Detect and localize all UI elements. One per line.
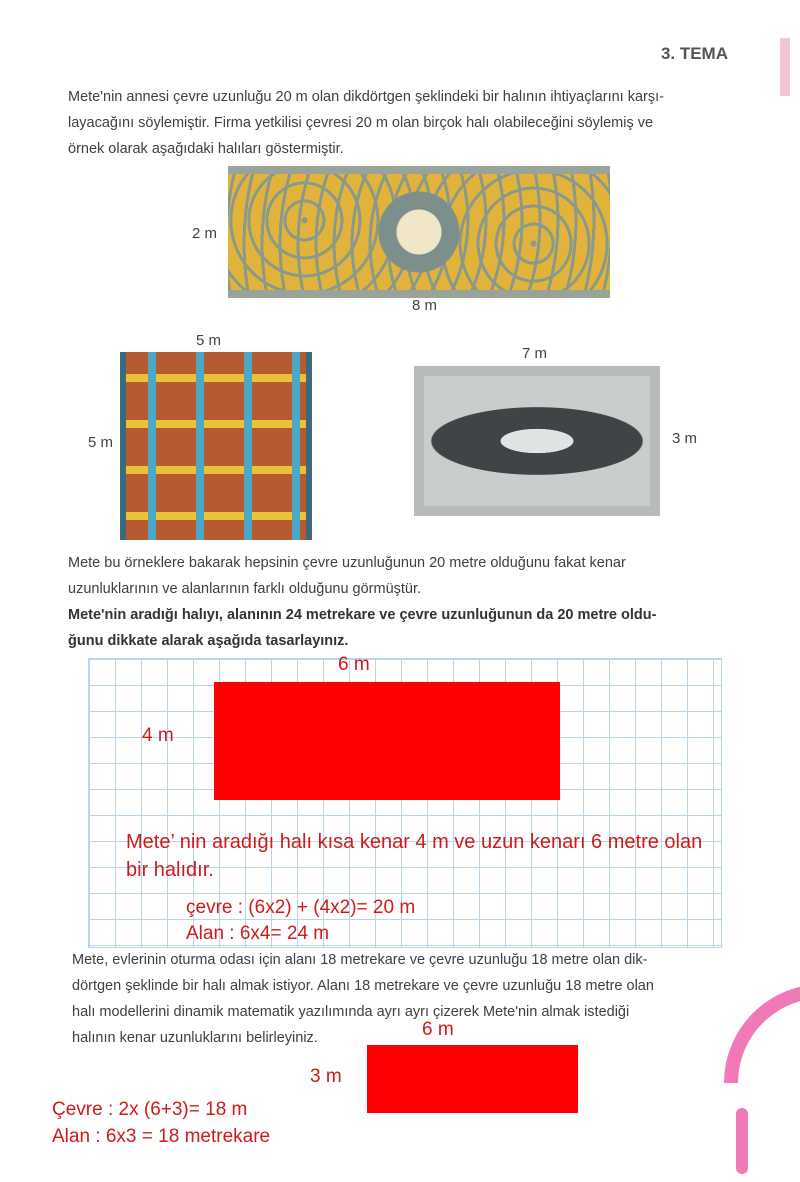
rug3-width-label: 7 m (522, 345, 548, 362)
answer1-red-rectangle (214, 682, 560, 800)
answer2-perimeter: Çevre : 2x (6+3)= 18 m (52, 1099, 248, 1120)
question2-line: halı modellerini dinamik matematik yazılımında ayrı ayrı çizerek Mete'nin almak istediği (72, 1004, 630, 1020)
observation-line: Mete bu örneklere bakarak hepsinin çevre uzunluğunun 20 metre olduğunu fakat kenar (68, 555, 626, 571)
intro-paragraph (68, 84, 748, 162)
observation-line: uzunluklarının ve alanlarının farklı olduğunu görmüştür. (68, 581, 422, 597)
answer1-explanation (126, 828, 726, 884)
answer1-perimeter: çevre : (6x2) + (4x2)= 20 m (186, 897, 416, 918)
observation-paragraph (68, 550, 748, 602)
rug2-width-label: 5 m (196, 332, 222, 349)
rug-geometric-image (120, 352, 312, 540)
page-edge-marker (780, 38, 790, 96)
decorative-pink-stroke (736, 1108, 748, 1174)
intro-line: Mete'nin annesi çevre uzunluğu 20 m olan dikdörtgen şeklindeki bir halının ihtiyaçlarını karşı- (68, 89, 664, 105)
answer2-height-label: 3 m (310, 1066, 342, 1087)
question2-line: dörtgen şeklinde bir halı almak istiyor. Alanı 18 metrekare ve çevre uzunluğu 18 metre olan (72, 978, 654, 994)
answer2-area: Alan : 6x3 = 18 metrekare (52, 1126, 271, 1147)
intro-line: örnek olarak aşağıdaki halıları göstermiştir. (68, 141, 344, 157)
rug2-height-label: 5 m (88, 434, 114, 451)
answer1-explanation-line: bir halıdır. (126, 859, 214, 881)
rug-grey-image (414, 366, 660, 516)
question2-paragraph (72, 947, 736, 1051)
rug3-height-label: 3 m (672, 430, 698, 447)
task-line: Mete'nin aradığı halıyı, alanının 24 metrekare ve çevre uzunluğunun da 20 metre oldu- (68, 607, 657, 623)
answer2-red-rectangle (367, 1045, 578, 1113)
theme-heading: 3. TEMA (660, 44, 728, 63)
answer2-width-label: 6 m (422, 1019, 454, 1040)
question2-line: halının kenar uzunluklarını belirleyiniz. (72, 1030, 318, 1046)
answer1-area: Alan : 6x4= 24 m (186, 923, 330, 944)
rug1-height-label: 2 m (192, 225, 218, 242)
answer1-width-label: 6 m (338, 654, 370, 675)
task-line: ğunu dikkate alarak aşağıda tasarlayınız. (68, 633, 349, 649)
question2-line: Mete, evlerinin oturma odası için alanı 18 metrekare ve çevre uzunluğu 18 metre olan dik- (72, 952, 648, 968)
answer1-explanation-line: Mete’ nin aradığı halı kısa kenar 4 m ve uzun kenarı 6 metre olan (126, 831, 703, 853)
rug-yellow-image (228, 166, 610, 298)
rug1-width-label: 8 m (412, 297, 438, 314)
intro-line: layacağını söylemiştir. Firma yetkilisi çevresi 20 m olan birçok halı olabileceğini söylemiş ve (68, 115, 654, 131)
answer1-height-label: 4 m (142, 725, 174, 746)
task-paragraph (68, 602, 748, 654)
